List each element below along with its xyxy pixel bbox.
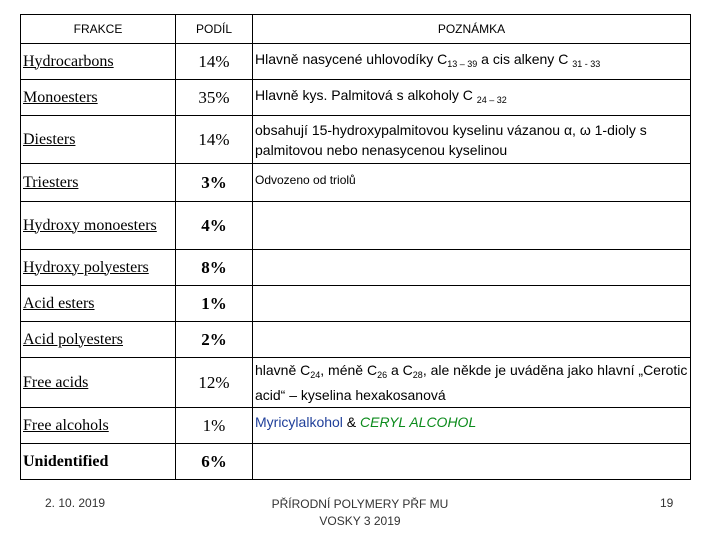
fraction-name: Unidentified: [21, 444, 176, 480]
fraction-share: 8%: [176, 250, 253, 286]
fraction-note-empty: [253, 202, 691, 250]
table-header-row: [21, 15, 691, 44]
table-row: [21, 358, 691, 408]
fraction-note: Hlavně nasycené uhlovodíky $C_{13 - 39}$ a cis alkeny C $_{31 - 33}$: [253, 44, 691, 80]
ceryl-alcohol-text: CERYL ALCOHOL: [360, 414, 477, 430]
fraction-name: Diesters: [21, 116, 176, 164]
footer-page-number: 19: [660, 496, 674, 510]
header-podil: PODÍL: [176, 15, 253, 44]
table-row: [21, 202, 691, 250]
fraction-share: 35%: [176, 80, 253, 116]
fraction-note: obsahují 15-hydroxypalmitovou kyselinu vázanou α, ω 1-dioly s palmitovou nebo nenasycenou kyselinou: [253, 116, 691, 164]
fraction-name: Hydroxy monoesters: [21, 202, 176, 250]
fraction-name: Monoesters: [21, 80, 176, 116]
myricyl-alcohol-text: Myricylalkohol: [255, 414, 343, 430]
fraction-share: 2%: [176, 322, 253, 358]
header-frakce: FRAKCE: [21, 15, 176, 44]
fraction-share: 3%: [176, 164, 253, 202]
fraction-share: 6%: [176, 444, 253, 480]
table-row: [21, 44, 691, 80]
fraction-share: 4%: [176, 202, 253, 250]
footer-title-line2: VOSKY 3 2019: [319, 514, 401, 528]
wax-fractions-table: [20, 14, 691, 480]
fraction-name: Triesters: [21, 164, 176, 202]
fraction-name: Free alcohols: [21, 408, 176, 444]
fraction-name: Free acids: [21, 358, 176, 408]
fraction-name: Hydroxy polyesters: [21, 250, 176, 286]
fraction-share: 12%: [176, 358, 253, 408]
table-row: [21, 116, 691, 164]
fraction-note: hlavně $C_{24}$, méně $C_{26}$ a $C_{28}$, ale někde je uváděna jako hlavní „Cerotic acid“ – kyselina hexakosanová: [253, 358, 691, 408]
fraction-name: Acid esters: [21, 286, 176, 322]
table-row: [21, 444, 691, 480]
table-row: [21, 250, 691, 286]
fraction-note: Myricylalkohol & CERYL ALCOHOL: [253, 408, 691, 444]
fraction-note-empty: [253, 444, 691, 480]
fraction-note-empty: [253, 322, 691, 358]
table-row: [21, 286, 691, 322]
table-row: [21, 322, 691, 358]
fraction-name: Hydrocarbons: [21, 44, 176, 80]
header-poznamka: POZNÁMKA: [253, 15, 691, 44]
table-row: [21, 80, 691, 116]
footer-title-line1: PŘÍRODNÍ POLYMERY PŘF MU: [271, 497, 449, 511]
fraction-name: Acid polyesters: [21, 322, 176, 358]
fraction-share: 14%: [176, 116, 253, 164]
table-row: [21, 164, 691, 202]
footer-title: [240, 496, 480, 530]
footer-date: 2. 10. 2019: [45, 496, 106, 510]
fraction-share: 14%: [176, 44, 253, 80]
table-row: [21, 408, 691, 444]
fraction-note: Hlavně kys. Palmitová s alkoholy C $_{24 - 32}$: [253, 80, 691, 116]
fraction-note-empty: [253, 250, 691, 286]
fraction-share: 1%: [176, 408, 253, 444]
fraction-note: Odvozeno od triolů: [253, 164, 691, 202]
fraction-share: 1%: [176, 286, 253, 322]
fraction-note-empty: [253, 286, 691, 322]
